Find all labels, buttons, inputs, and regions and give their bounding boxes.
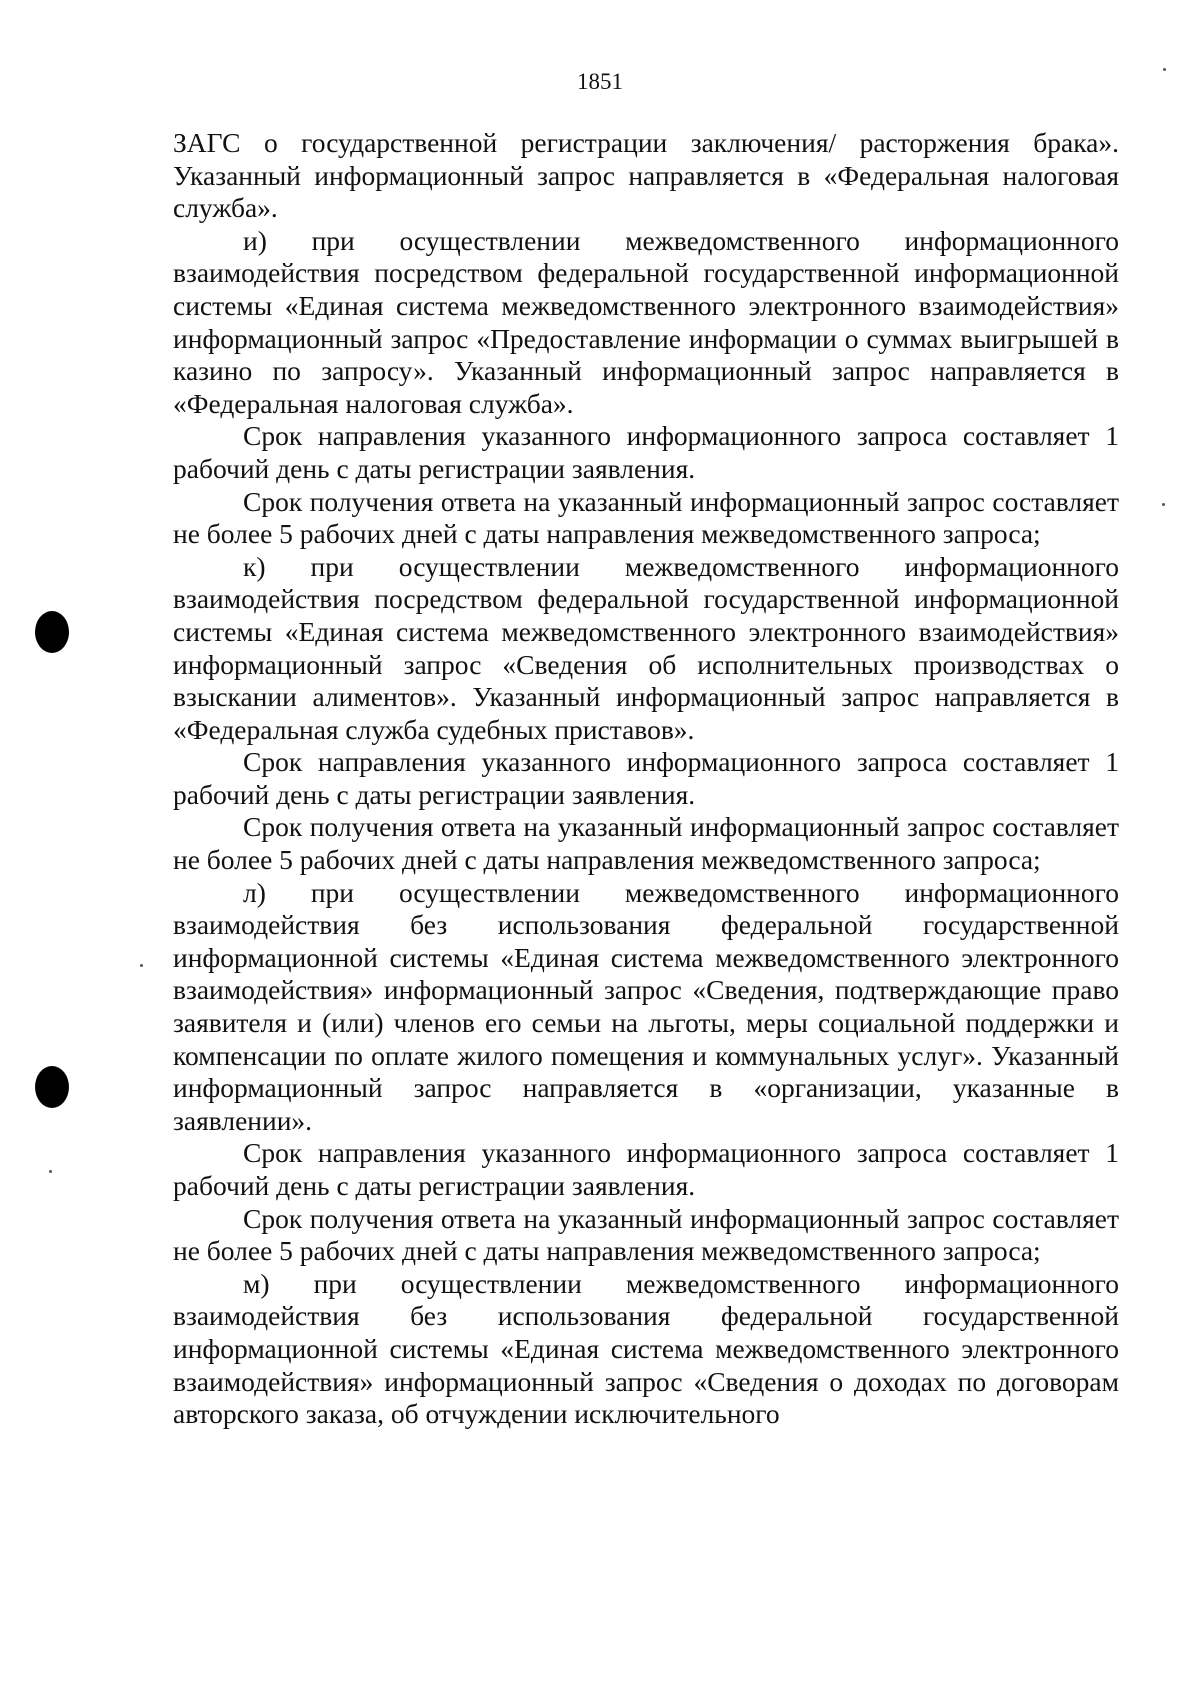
punch-hole-lower — [35, 1066, 69, 1108]
scan-speck — [49, 1170, 52, 1173]
paragraph-item-l-response-deadline: Срок получения ответа на указанный информационный запрос составляет не более 5 рабочих дней с даты направления межведомственного запроса; — [173, 1202, 1119, 1267]
punch-hole-upper — [35, 611, 69, 653]
paragraph-item-k-send-deadline: Срок направления указанного информационного запроса составляет 1 рабочий день с даты регистрации заявления. — [173, 746, 1119, 810]
document-body — [173, 127, 1119, 1431]
paragraph-item-l: л) при осуществлении межведомственного информационного взаимодействия без использования федеральной государственной информационной системы «Единая система межведомственного электронного взаимодействия» информационный запрос «Сведения, подтверждающие право заявителя и (или) членов его семьи на льготы, меры социальной поддержки и компенсации по оплате жилого помещения и коммунальных услуг». Указанный информационный запрос направляется в «организации, указанные в заявлении». — [173, 876, 1119, 1136]
paragraph-item-k: к) при осуществлении межведомственного информационного взаимодействия посредством федеральной государственной информационной системы «Единая система межведомственного электронного взаимодействия» информационный запрос «Сведения об исполнительных производствах о взыскании алиментов». Указанный информационный запрос направляется в «Федеральная служба судебных приставов». — [173, 550, 1119, 745]
paragraph-item-k-response-deadline: Срок получения ответа на указанный информационный запрос составляет не более 5 рабочих дней с даты направления межведомственного запроса; — [173, 811, 1119, 876]
paragraph-item-l-send-deadline: Срок направления указанного информационного запроса составляет 1 рабочий день с даты регистрации заявления. — [173, 1137, 1119, 1201]
paragraph-item-i-response-deadline: Срок получения ответа на указанный информационный запрос составляет не более 5 рабочих дней с даты направления межведомственного запроса; — [173, 485, 1119, 550]
scan-speck — [1162, 503, 1165, 506]
scan-speck — [140, 964, 143, 967]
scan-speck — [1163, 68, 1166, 71]
paragraph-item-i: и) при осуществлении межведомственного информационного взаимодействия посредством федеральной государственной информационной системы «Единая система межведомственного электронного взаимодействия» информационный запрос «Предоставление информации о суммах выигрышей в казино по запросу». Указанный информационный запрос направляется в «Федеральная налоговая служба». — [173, 224, 1119, 419]
page-number: 1851 — [577, 69, 623, 94]
paragraph-item-m: м) при осуществлении межведомственного информационного взаимодействия без использования федеральной государственной информационной системы «Единая система межведомственного электронного взаимодействия» информационный запрос «Сведения о доходах по договорам авторского заказа, об отчуждении исключительного — [173, 1267, 1119, 1430]
paragraph-item-i-send-deadline: Срок направления указанного информационного запроса составляет 1 рабочий день с даты регистрации заявления. — [173, 420, 1119, 484]
paragraph-zags-continuation: ЗАГС о государственной регистрации заключения/ расторжения брака». Указанный информационный запрос направляется в «Федеральная налоговая служба». — [173, 127, 1119, 224]
